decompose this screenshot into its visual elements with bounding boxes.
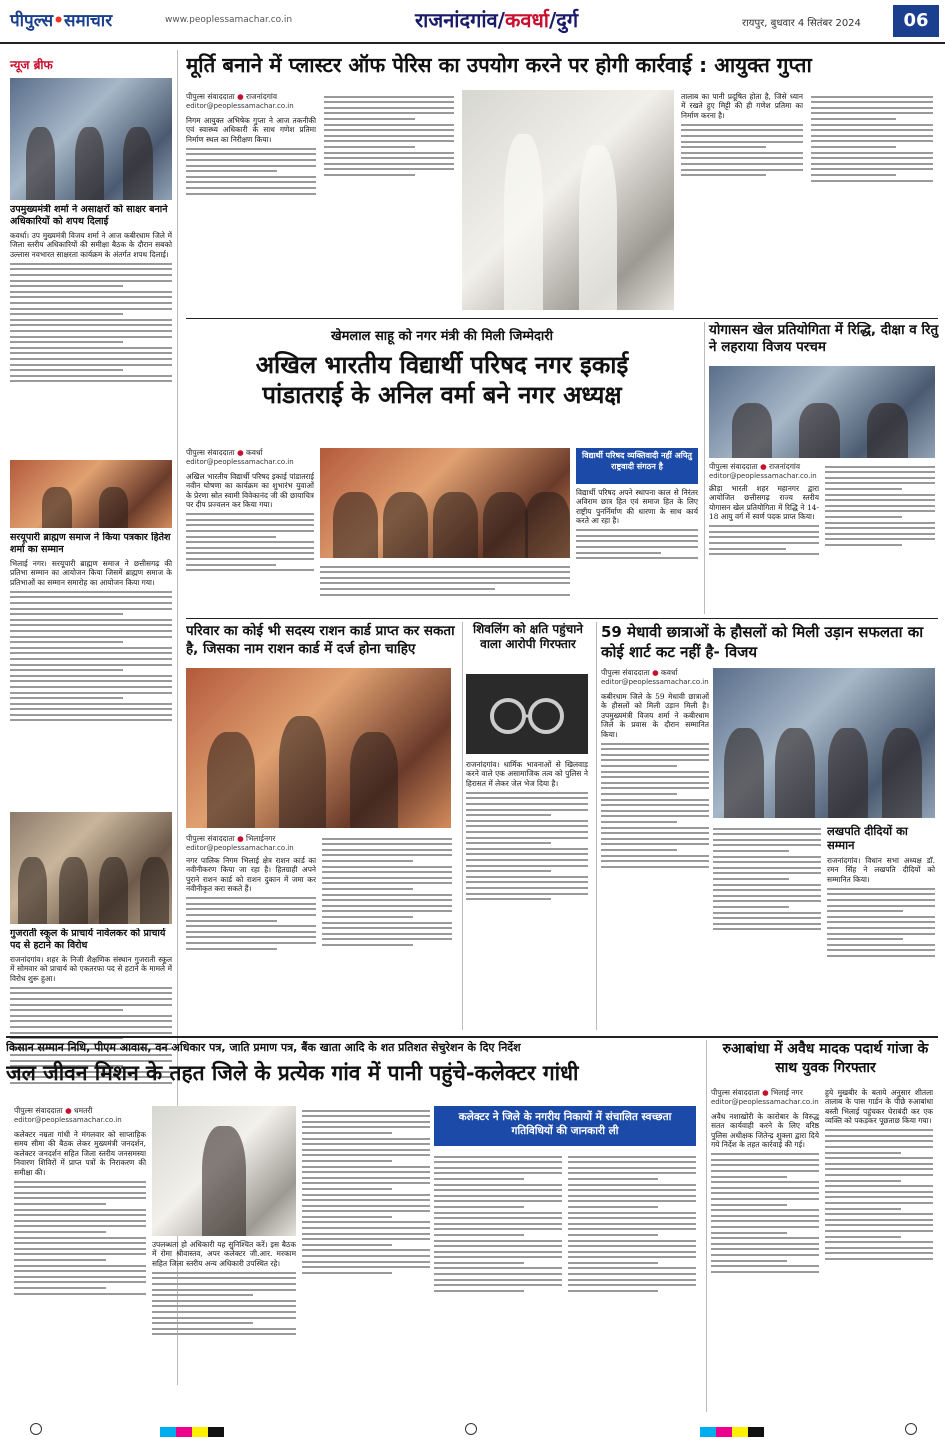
- page-number: 06: [893, 5, 939, 37]
- yoga-headline: योगासन खेल प्रतियोगिता में रिद्धि, दीक्षा व रितु ने लहराया विजय परचम: [709, 322, 939, 355]
- color-swatch: [208, 1427, 224, 1437]
- news-brief-label: न्यूज ब्रीफ: [10, 58, 53, 72]
- brief-story-1: [10, 204, 172, 386]
- section-title: [415, 6, 578, 33]
- brief-lead-2: भिलाई नगर। सरयूपारी ब्राह्मण समाज ने छत्तीसगढ़ की प्रतिभा सम्मान का आयोजन किया जिसमें ब्राह्मण समाज के प्रतिभाओं का सम्मान समारोह का आयोजन किया गया।: [10, 559, 172, 587]
- yoga-left-col: [709, 462, 819, 559]
- byline-place: भिलाईनगर: [246, 834, 276, 843]
- lead-byline-block: [186, 92, 316, 198]
- brief-photo-1: [10, 78, 172, 200]
- color-swatch: [160, 1427, 176, 1437]
- brief-photo-2: [10, 460, 172, 528]
- abvp-left-fill: [186, 513, 314, 571]
- brief-body-2: [10, 591, 172, 722]
- abvp-mid-fill: [320, 566, 570, 596]
- water-box-col1: [434, 1152, 562, 1295]
- yoga-email: editor@peoplessamachar.co.in: [709, 472, 817, 480]
- abvp-box-label: विद्यार्थी परिषद व्यक्तिवादी नहीं अपितु राष्ट्रवादी संगठन है: [576, 448, 698, 484]
- divider: [186, 318, 938, 319]
- lead-far-right-col: [811, 92, 933, 185]
- brief-headline-3: गुजराती स्कूल के प्राचार्य नावेलकर को प्राचार्य पद से हटाने का विरोध: [10, 928, 166, 951]
- byline-place: राजनांदगांव: [246, 92, 278, 101]
- meritorious-headline: 59 मेधावी छात्राओं के हौसलों को मिली उड़ान सफलता का कोई शार्ट कट नहीं है- विजय: [601, 623, 924, 661]
- abvp-photo: [320, 448, 570, 558]
- edition-date: रायपुर, बुधवार 4 सितंबर 2024: [742, 18, 861, 29]
- newspaper-logo: [10, 8, 112, 31]
- ganja-left-col: [711, 1088, 819, 1276]
- yoga-body: क्रीड़ा भारती शहर महानगर द्वारा आयोजित छत्तीसगढ़ राज्य स्तरीय योगासन खेल प्रतियोगिता में रिद्धि ने 14-18 आयु वर्ग में स्वर्ण पदक प्राप्त किया।: [709, 484, 819, 522]
- lakhpati-story: [827, 824, 935, 961]
- lead-right-col: [681, 92, 803, 180]
- brief-story-2: [10, 532, 172, 725]
- lakhpati-headline: लखपति दीदियों का सम्मान: [827, 824, 908, 852]
- shivling-body: राजनांदगांव। धार्मिक भावनाओं से खिलवाड़ करने वाले एक असामाजिक तत्व को पुलिस ने हिरासत में लेकर जेल भेज दिया है।: [466, 760, 588, 788]
- meritorious-story: [596, 622, 940, 1030]
- lakhpati-fill: [827, 888, 935, 957]
- meritorious-email: editor@peoplessamachar.co.in: [601, 678, 709, 686]
- lead-body-col2: [324, 92, 454, 180]
- abvp-headline-2: पांडातराई के अनिल वर्मा बने नगर अध्यक्ष: [262, 381, 622, 409]
- byline-place: राजनांदगांव: [769, 462, 801, 471]
- byline-reporter: पीपुल्स संवाददाता: [186, 92, 235, 101]
- color-swatch: [748, 1427, 764, 1437]
- byline-reporter: पीपुल्स संवाददाता: [186, 834, 235, 843]
- water-body: कलेक्टर नम्रता गांधी ने मंगलवार को साप्ताहिक समय सीमा की बैठक लेकर मुख्यमंत्री जनदर्शन, कलेक्टर जनदर्शन सहित जिला स्तरीय जनसमस्या निवारण शिविरों में प्राप्त पत्रों के निराकरण की समीक्षा की।: [14, 1130, 146, 1177]
- water-headline: जल जीवन मिशन के तहत जिले के प्रत्येक गांव में पानी पहुंचे-कलेक्टर गांधी: [6, 1061, 579, 1085]
- ration-byline: पीपुल्स संवाददाता ● भिलाईनगर: [186, 834, 276, 843]
- ganja-left-fill: [711, 1153, 819, 1272]
- registration-mark: [465, 1423, 477, 1435]
- ration-headline: परिवार का कोई भी सदस्य राशन कार्ड प्राप्त कर सकता है, जिसका नाम राशन कार्ड में दर्ज होना चाहिए: [186, 623, 455, 657]
- abvp-kicker: खेमलाल साहू को नगर मंत्री की मिली जिम्मेदारी: [331, 329, 553, 344]
- color-swatch: [700, 1427, 716, 1437]
- ration-left-col: [186, 834, 316, 953]
- water-left-fill: [14, 1181, 146, 1295]
- lead-right-body: तालाब का पानी प्रदूषित होता है, जिसे ध्यान में रखते हुए मिट्टी की ही गणेश प्रतिमा का निर्माण करना है।: [681, 92, 803, 120]
- ganja-email: editor@peoplessamachar.co.in: [711, 1098, 819, 1106]
- lead-story: [186, 52, 938, 314]
- ration-photo: [186, 668, 451, 828]
- brief-headline-2: सरयूपारी ब्राह्मण समाज ने किया पत्रकार हितेश शर्मा का सम्मान: [10, 532, 171, 555]
- collector-photo: [152, 1106, 296, 1236]
- ganja-byline: पीपुल्स संवाददाता ● भिलाई नगर: [711, 1088, 803, 1097]
- brief-lead-1: कवर्धा। उप मुख्यमंत्री विजय शर्मा ने आज कबीरधाम जिले में जिला स्तरीय अधिकारियों की समीक्षा बैठक के दौरान सबको उल्लास नवभारत साक्षरता कार्यक्रम के अंतर्गत शपथ दिलाई।: [10, 231, 172, 259]
- brand-separator: •: [53, 11, 64, 31]
- color-swatch: [176, 1427, 192, 1437]
- shivling-headline: शिवलिंग को क्षति पहुंचाने वाला आरोपी गिरफ्तार: [473, 622, 583, 651]
- divider: [186, 618, 938, 619]
- section-part-b: कवर्धा: [504, 8, 549, 32]
- lead-headline: मूर्ति बनाने में प्लास्टर ऑफ पेरिस का उपयोग करने पर होगी कार्रवाई : आयुक्त गुप्ता: [186, 53, 812, 77]
- ration-story: [186, 622, 456, 1030]
- ration-left-fill: [186, 897, 316, 949]
- yoga-story: [704, 322, 940, 614]
- color-swatch: [732, 1427, 748, 1437]
- shivling-body-col: [466, 760, 588, 904]
- water-box-headline: कलेक्टर ने जिले के नगरीय निकायों में संचालित स्वच्छता गतिविधियों की जानकारी ली: [434, 1106, 696, 1146]
- meritorious-mid-fill: [713, 828, 821, 931]
- lead-right-fill: [681, 124, 803, 176]
- byline-place: कवर्धा: [661, 668, 678, 677]
- byline-reporter: पीपुल्स संवाददाता: [14, 1106, 63, 1115]
- ration-right-fill: [322, 838, 452, 946]
- brief-lead-3: राजनांदगांव। शहर के निजी शैक्षणिक संस्थान गुजराती स्कूल में सोमवार को प्राचार्य को एकतरफा पद से हटाने के मामले में विरोध शुरू हुआ।: [10, 955, 172, 983]
- masthead: [0, 0, 945, 44]
- color-swatch: [192, 1427, 208, 1437]
- water-box-col2: [568, 1152, 696, 1295]
- water-caption-fill: [152, 1272, 296, 1336]
- water-left-col: [14, 1106, 146, 1298]
- handcuffs-photo: [466, 674, 588, 754]
- abvp-body: अखिल भारतीय विद्यार्थी परिषद इकाई पांडातराई नवीन घोषणा का कार्यक्रम का शुभारंभ युवाओं के प्रेरणा स्रोत स्वामी विवेकानंद जी की छायाचित्र पर दीप प्रज्वलन कर किया गया।: [186, 472, 314, 510]
- byline-place: धमतरी: [74, 1106, 93, 1115]
- ganja-right-col: [825, 1088, 933, 1263]
- meritorious-photo: [713, 668, 935, 818]
- water-box-fill-2: [568, 1156, 696, 1292]
- water-email: editor@peoplessamachar.co.in: [14, 1116, 122, 1124]
- yoga-left-fill: [709, 525, 819, 555]
- website-url: www.peoplessamachar.co.in: [165, 15, 293, 25]
- section-part-c: /दुर्ग: [548, 8, 579, 32]
- divider: [6, 1036, 938, 1038]
- brand-right: समाचार: [63, 11, 113, 31]
- abvp-email: editor@peoplessamachar.co.in: [186, 458, 294, 466]
- ganja-right-body: हुये मुखबीर के बताये अनुसार शीतला तालाब के पास गार्डन के पीछे रुआबांधा बस्ती भिलाई पहुंचकर घेराबंदी कर एक व्यक्ति को पकड़कर पूछताछ किया गया।: [825, 1088, 933, 1126]
- yoga-right-col: [825, 462, 935, 550]
- ganja-body: अवैध नशाखोरी के कारोबार के विरुद्ध सतत कार्यवाही करने के लिए वरिष्ठ पुलिस अधीक्षक जितेन्द्र शुक्ला द्वारा दिये गये निर्देश के तहत कार्रवाई की गई।: [711, 1112, 819, 1150]
- lead-col2-fill: [324, 96, 454, 176]
- meritorious-left-fill: [601, 743, 709, 868]
- byline-reporter: पीपुल्स संवाददाता: [709, 462, 758, 471]
- byline-place: भिलाई नगर: [771, 1088, 803, 1097]
- water-story: [6, 1040, 700, 1412]
- byline-place: कवर्धा: [246, 448, 263, 457]
- byline-reporter: पीपुल्स संवाददाता: [186, 448, 235, 457]
- shivling-fill: [466, 792, 588, 900]
- lead-photo: [462, 90, 674, 310]
- brief-body-1: [10, 263, 172, 382]
- water-caption-col: [152, 1240, 296, 1339]
- abvp-box-body: विद्यार्थी परिषद अपने स्थापना काल से निरंतर अविराम छात्र हित एवं समाज हित के लिए राष्ट्रीय पुनर्निर्माण की धारणा के साथ कार्य करते आ रहा है।: [576, 488, 698, 526]
- abvp-byline: पीपुल्स संवाददाता ● कवर्धा: [186, 448, 263, 457]
- meritorious-left-col: [601, 668, 709, 871]
- water-kicker: किसान सम्मान निधि, पीएम आवास, वन अधिकार पत्र, जाति प्रमाण पत्र, बैंक खाता आदि के शत प्रतिशत सेचुरेशन के दिए निर्देश: [6, 1041, 521, 1054]
- meritorious-byline: पीपुल्स संवाददाता ● कवर्धा: [601, 668, 678, 677]
- ration-email: editor@peoplessamachar.co.in: [186, 844, 294, 852]
- meritorious-mid-col: [713, 824, 821, 934]
- abvp-right-col: [576, 488, 698, 563]
- abvp-mid-col: [320, 562, 570, 599]
- yoga-right-fill: [825, 466, 935, 546]
- abvp-left-col: [186, 448, 314, 575]
- byline-reporter: पीपुल्स संवाददाता: [711, 1088, 760, 1097]
- abvp-right-fill: [576, 529, 698, 559]
- water-mid-col: [302, 1106, 430, 1277]
- water-caption: उपलब्धता हो अधिकारी यह सुनिश्चित करें। इस बैठक में रोमा श्रीवास्तव, अपर कलेक्टर जी.आर. मरकाम सहित जिला स्तरीय अन्य अधिकारी उपस्थित रहे।: [152, 1240, 296, 1268]
- water-box-fill-1: [434, 1156, 562, 1292]
- lakhpati-body: राजनांदगांव। विधान सभा अध्यक्ष डॉ. रमन सिंह ने लखपति दीदियों को सम्मानित किया।: [827, 856, 935, 884]
- lead-body: निगम आयुक्त अभिषेक गुप्ता ने आज तकनीकी एवं स्वास्थ्य अधिकारी के साथ गणेश प्रतिमा निर्माण स्थल का निरीक्षण किया।: [186, 116, 316, 144]
- ganja-right-fill: [825, 1129, 933, 1260]
- byline-reporter: पीपुल्स संवाददाता: [601, 668, 650, 677]
- registration-mark: [30, 1423, 42, 1435]
- ganja-story: [706, 1040, 940, 1412]
- section-part-a: राजनांदगांव/: [415, 8, 505, 32]
- water-mid-fill: [302, 1110, 430, 1274]
- ration-right-col: [322, 834, 452, 949]
- handcuffs-icon: [466, 674, 588, 754]
- yoga-byline: पीपुल्स संवाददाता ● राजनांदगांव: [709, 462, 801, 471]
- meritorious-body: कबीरधाम जिले के 59 मेधावी छात्राओं के हौसलों को मिली उड़ान मिली है। उपमुख्यमंत्री विजय शर्मा ने कबीरधाम जिले के प्रवास के दौरान सम्मानित किया।: [601, 692, 709, 739]
- brief-headline-1: उपमुख्यमंत्री शर्मा ने असाक्षरों को साक्षर बनाने अधिकारियों को शपथ दिलाई: [10, 204, 168, 227]
- registration-mark: [905, 1423, 917, 1435]
- lead-byline: पीपुल्स संवाददाता ● राजनांदगांव: [186, 92, 278, 101]
- abvp-story: [186, 322, 698, 614]
- yoga-photo: [709, 366, 935, 458]
- shivling-story: [462, 622, 590, 1030]
- lead-email: editor@peoplessamachar.co.in: [186, 102, 294, 110]
- water-byline: पीपुल्स संवाददाता ● धमतरी: [14, 1106, 93, 1115]
- brief-photo-3: [10, 812, 172, 924]
- lead-body-fill: [186, 148, 316, 195]
- ganja-headline: रुआबांधा में अवैध मादक पदार्थ गांजा के साथ युवक गिरफ्तार: [722, 1041, 929, 1076]
- lead-far-right-fill: [811, 96, 933, 182]
- abvp-headline-1: अखिल भारतीय विद्यार्थी परिषद नगर इकाई: [255, 351, 629, 379]
- color-swatch: [716, 1427, 732, 1437]
- ration-body: नगर पालिक निगम भिलाई क्षेत्र राशन कार्ड का नवीनीकरण किया जा रहा है। हितग्राही अपने पुराने राशन कार्ड को राशन दुकान में जमा कर नवीनीकृत करा सकते हैं।: [186, 856, 316, 894]
- brand-left: पीपुल्स: [10, 11, 54, 31]
